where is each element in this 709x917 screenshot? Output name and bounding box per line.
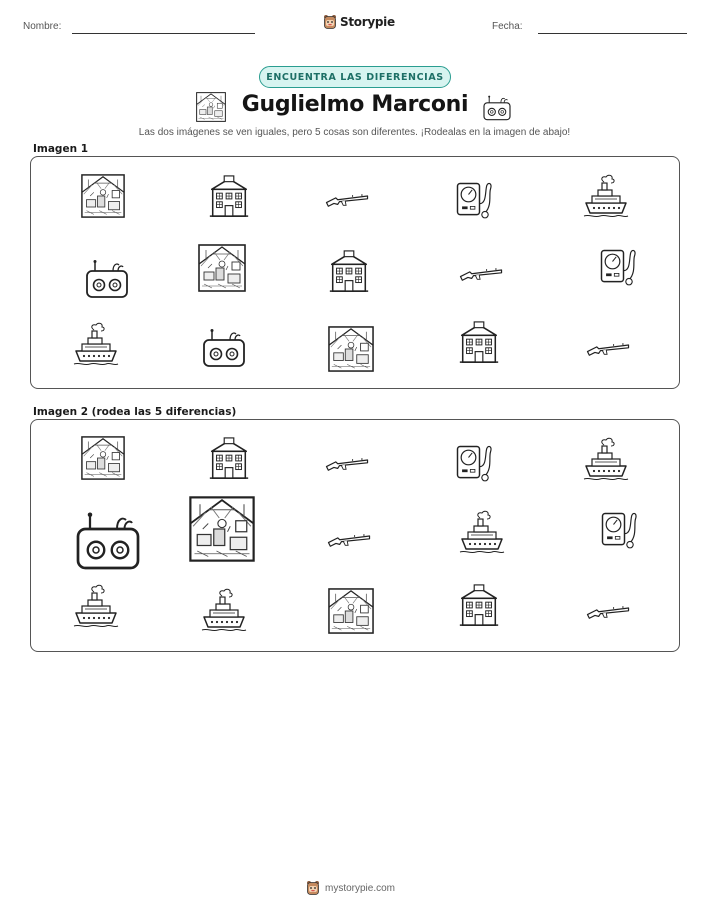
radio-box-icon xyxy=(83,258,131,300)
attic-scene-icon[interactable] xyxy=(189,496,255,562)
page-title: Guglielmo Marconi xyxy=(241,92,469,117)
rifle-icon[interactable] xyxy=(322,446,372,474)
radio-device-icon xyxy=(596,245,640,289)
rifle-icon[interactable] xyxy=(324,522,374,550)
building-icon xyxy=(326,249,372,295)
attic-scene-icon xyxy=(328,326,374,372)
footer-url: mystorypie.com xyxy=(325,882,396,894)
steamship-icon xyxy=(72,321,120,369)
attic-scene-icon[interactable] xyxy=(81,436,125,480)
radio-device-icon[interactable] xyxy=(597,508,641,552)
building-icon xyxy=(206,174,252,220)
section-2-label: Imagen 2 (rodea las 5 diferencias) xyxy=(33,406,237,418)
steamship-icon[interactable] xyxy=(582,436,630,484)
name-label: Nombre: xyxy=(23,21,62,32)
steamship-icon xyxy=(582,173,630,221)
building-icon[interactable] xyxy=(456,583,502,629)
activity-badge: ENCUENTRA LAS DIFERENCIAS xyxy=(259,66,451,88)
brand-name: Storypie xyxy=(340,15,395,29)
attic-scene-icon[interactable] xyxy=(328,588,374,634)
rifle-icon xyxy=(456,256,506,284)
radio-device-icon[interactable] xyxy=(452,441,496,485)
rifle-icon[interactable] xyxy=(583,594,633,622)
date-label: Fecha: xyxy=(492,21,523,32)
building-icon[interactable] xyxy=(206,436,252,482)
date-line[interactable] xyxy=(538,33,687,34)
steamship-icon[interactable] xyxy=(72,583,120,631)
rifle-icon xyxy=(322,182,372,210)
radio-box-icon xyxy=(200,325,248,371)
radio-box-icon[interactable] xyxy=(72,510,144,572)
section-1-label: Imagen 1 xyxy=(33,143,89,155)
attic-scene-icon xyxy=(196,92,226,122)
mascot-icon xyxy=(323,14,337,30)
name-line[interactable] xyxy=(72,33,255,34)
attic-scene-icon xyxy=(81,174,125,218)
footer xyxy=(306,880,395,896)
brand-logo xyxy=(323,14,395,30)
mascot-icon xyxy=(306,880,320,896)
building-icon xyxy=(456,320,502,366)
steamship-icon[interactable] xyxy=(458,509,506,557)
radio-device-icon xyxy=(452,178,496,222)
rifle-icon xyxy=(583,331,633,359)
radio-box-icon xyxy=(481,95,513,121)
attic-scene-icon xyxy=(198,244,246,292)
steamship-icon[interactable] xyxy=(200,587,248,635)
instructions-text: Las dos imágenes se ven iguales, pero 5 cosas son diferentes. ¡Rodealas en la imagen de abajo! xyxy=(138,127,571,138)
